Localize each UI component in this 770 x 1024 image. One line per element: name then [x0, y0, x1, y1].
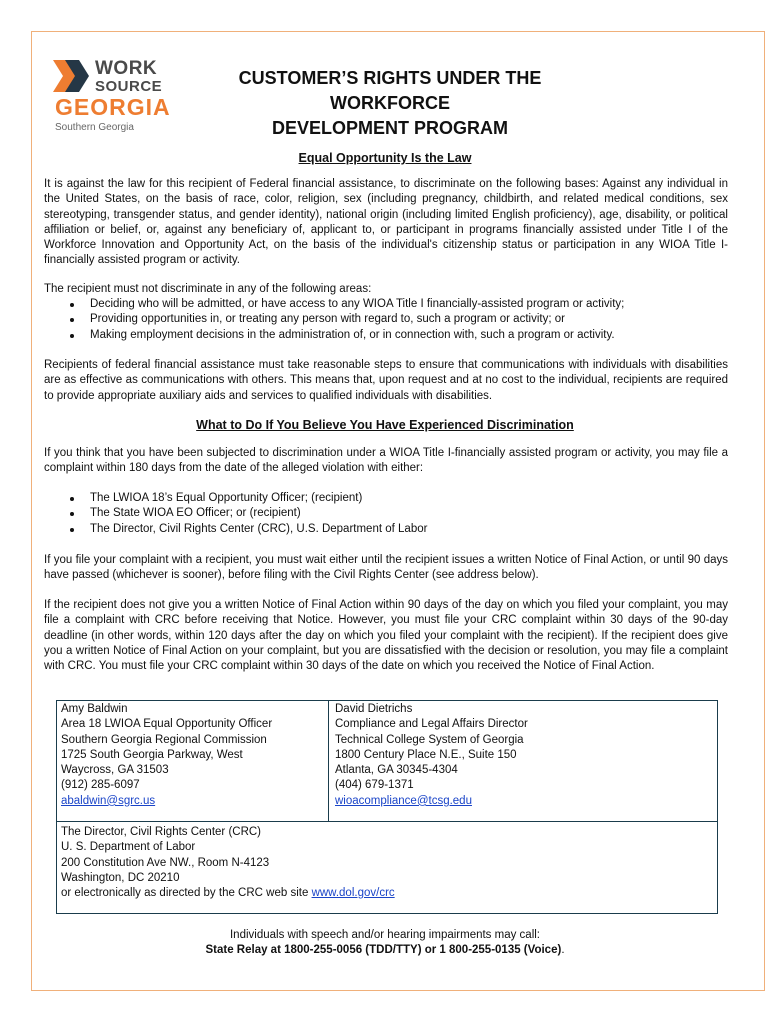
- contact-name: Amy Baldwin: [61, 703, 128, 715]
- list-item: The State WIOA EO Officer; or (recipient): [44, 506, 728, 521]
- paragraph-notice-final-action: If the recipient does not give you a written Notice of Final Action within 90 days of the day on which you filed your complaint, you may file a complaint with CRC before receiving that Notice. However, you must file your CRC complaint within 30 days of the 90-day deadline (in other words, within 120 days after the day on which you filed your complaint with the recipient). If the recipient does give you a written Notice of Final Action on your complaint, but you are dissatisfied with the decision or resolution, you may file a complaint with CRC. You must file your CRC complaint within 30 days of the date on which you received the Notice of Final Action.: [44, 599, 728, 673]
- logo-mark-icon: [51, 58, 95, 94]
- contact-title: Area 18 LWIOA Equal Opportunity Officer: [61, 718, 273, 731]
- footer-relay-notice: [44, 928, 726, 959]
- paragraph-areas-intro: The recipient must not discriminate in any of the following areas:: [44, 283, 372, 295]
- logo-text-work: WORK: [95, 58, 158, 79]
- logo-text-source: SOURCE: [95, 78, 163, 95]
- crc-website-link[interactable]: www.dol.gov/crc: [311, 887, 395, 900]
- logo-text-georgia: GEORGIA: [55, 94, 171, 120]
- title-line-1: CUSTOMER’S RIGHTS UNDER THE WORKFORCE: [238, 68, 542, 113]
- contact-org: Technical College System of Georgia: [335, 733, 524, 746]
- contact-org: Southern Georgia Regional Commission: [61, 733, 267, 746]
- contact-city: Waycross, GA 31503: [61, 764, 169, 777]
- relay-numbers: State Relay at 1800-255-0056 (TDD/TTY) or 1 800-255-0135 (Voice): [205, 944, 562, 957]
- list-item: Making employment decisions in the administration of, or in connection with, such a program or activity.: [44, 328, 728, 343]
- contact-email-link[interactable]: abaldwin@sgrc.us: [61, 794, 156, 807]
- logo-text-region: Southern Georgia: [55, 122, 134, 133]
- paragraph-auxiliary-aids: Recipients of federal financial assistance must take reasonable steps to ensure that communications with individuals with disabilities are as effective as communications with others. This means that, upon request and at no cost to the individual, recipients are required to provide appropriate auxiliary aids and services to qualified individuals with disabilities.: [44, 359, 728, 402]
- complaint-recipients-list: [44, 491, 728, 537]
- contact-name: David Dietrichs: [335, 703, 413, 715]
- contact-phone: (912) 285-6097: [61, 779, 140, 792]
- contact-street: 1725 South Georgia Parkway, West: [61, 748, 243, 761]
- contact-city: Atlanta, GA 30345-4304: [335, 764, 458, 777]
- contact-table: [56, 700, 718, 914]
- contact-local-eo-officer: [57, 701, 329, 821]
- crc-line-4: Washington, DC 20210: [61, 871, 180, 884]
- list-item: Providing opportunities in, or treating any person with regard to, such a program or activity; or: [44, 312, 728, 327]
- list-item: Deciding who will be admitted, or have access to any WIOA Title I financially-assisted program or activity;: [44, 297, 728, 312]
- crc-web-text: or electronically as directed by the CRC web site: [61, 887, 312, 900]
- contact-state-eo-officer: [329, 701, 717, 821]
- list-item: The Director, Civil Rights Center (CRC), U.S. Department of Labor: [44, 522, 728, 537]
- contact-street: 1800 Century Place N.E., Suite 150: [335, 748, 517, 761]
- footer-period: .: [561, 944, 565, 957]
- paragraph-discrimination-bases: It is against the law for this recipient of Federal financial assistance, to discriminate on the following bases: Against any individual in the United States, on the basis of race, color, religion, sex (including pregnancy, childbirth, and related medical conditions, sex stereotyping, transgender status, and gender identity), national origin (including limited English proficiency), age, disability, or political affiliation or belief, or, against any beneficiary of, applicant to, or participant in programs financially assisted under Title I of the Workforce Innovation and Opportunity Act, on the basis of the individual's citizenship status or participation in any WIOA Title I-financially assisted program or activity.: [44, 178, 728, 267]
- contact-title: Compliance and Legal Affairs Director: [335, 718, 528, 731]
- section-heading-what-to-do: What to Do If You Believe You Have Experienced Discrimination: [196, 418, 574, 432]
- footer-line-1: Individuals with speech and/or hearing impairments may call:: [229, 929, 540, 941]
- areas-list: [44, 297, 728, 343]
- contact-email-link[interactable]: wioacompliance@tcsg.edu: [335, 794, 472, 807]
- contact-phone: (404) 679-1371: [335, 779, 414, 792]
- footer-line-2: [44, 943, 726, 958]
- crc-line-3: 200 Constitution Ave NW., Room N-4123: [61, 856, 270, 869]
- contact-crc-director: [57, 821, 717, 913]
- worksource-georgia-logo: [51, 58, 181, 134]
- paragraph-file-complaint: If you think that you have been subjected to discrimination under a WIOA Title I-financially assisted program or activity, you may file a complaint within 180 days from the date of the alleged violation with either:: [44, 447, 728, 475]
- page-title: [190, 66, 590, 141]
- crc-line-1: The Director, Civil Rights Center (CRC): [61, 826, 262, 838]
- title-line-2: DEVELOPMENT PROGRAM: [271, 118, 508, 138]
- section-heading-equal-opportunity: Equal Opportunity Is the Law: [298, 151, 472, 165]
- crc-line-2: U. S. Department of Labor: [61, 841, 196, 854]
- crc-line-5: [61, 886, 713, 901]
- paragraph-waiting-period: If you file your complaint with a recipient, you must wait either until the recipient issues a written Notice of Final Action, or until 90 days have passed (whichever is sooner), before filing with the Civil Rights Center (see address below).: [44, 554, 728, 582]
- list-item: The LWIOA 18’s Equal Opportunity Officer; (recipient): [44, 491, 728, 506]
